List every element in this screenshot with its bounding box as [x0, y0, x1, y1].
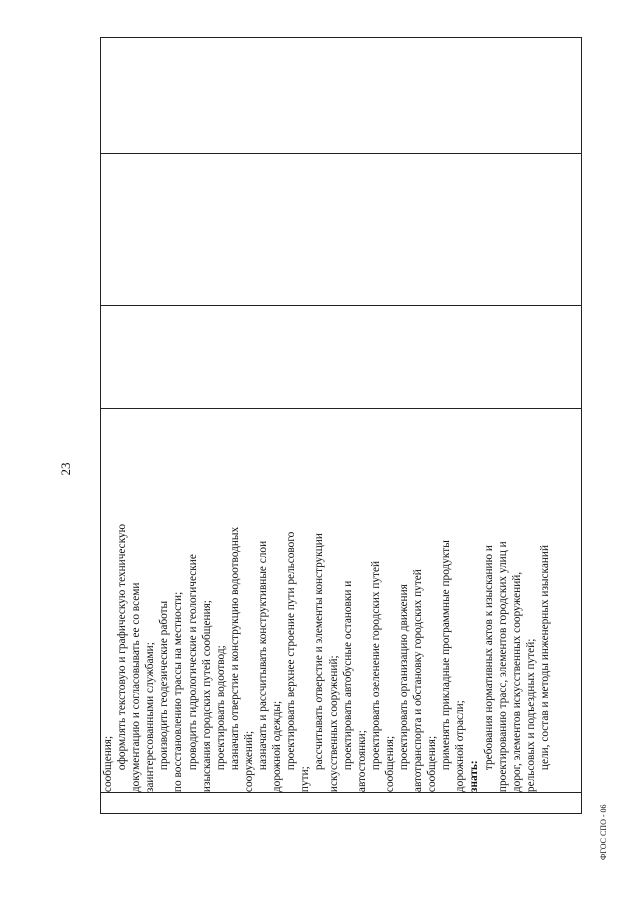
text-line: назначать отверстие и конструкцию водоотводных — [228, 526, 241, 771]
text-line: требования нормативных актов к изысканию и — [482, 545, 495, 771]
text-line: автостоянки; — [355, 730, 368, 793]
text-line: применять прикладные программные продукты — [440, 540, 453, 771]
text-line: пути; — [299, 766, 312, 793]
table-grid — [100, 37, 582, 814]
text-line: сооружений; — [242, 730, 255, 793]
text-line: по восстановлению трассы на местности; — [172, 591, 185, 793]
table-row — [101, 38, 582, 814]
text-line: оформлять текстовую и графическую техническую — [116, 523, 129, 771]
index-cell — [101, 793, 582, 814]
rotated-table-container — [100, 37, 582, 814]
requirements-table — [100, 37, 582, 814]
text-line: проектировать верхнее строение пути рельсового — [285, 531, 298, 771]
text-line: заинтересованными службами; — [144, 642, 157, 793]
text-line: автотранспорта и обстановку городских путей — [412, 569, 425, 793]
text-line: искусственных сооружений; — [327, 655, 340, 793]
text-line: рассчитывать отверстие и элементы конструкции — [313, 533, 326, 771]
text-line: проектировать организацию движения — [397, 584, 410, 771]
footer-code: ФГОС СПО - 06 — [599, 804, 608, 860]
text-line: сообщения; — [426, 735, 439, 793]
text-line: производить геодезические работы — [158, 600, 171, 771]
text-line: рельсовых и подъездных путей; — [524, 638, 537, 793]
text-line: проектированию трасс, элементов городских улиц и — [496, 541, 509, 793]
text-line: проектировать водоотвод; — [214, 645, 227, 771]
text-line: назначать и рассчитывать конструктивные слои — [257, 540, 270, 771]
page-number: 23 — [58, 462, 73, 476]
text-line: дорожной одежды; — [271, 700, 284, 793]
empty-cell — [101, 306, 582, 409]
content-cell — [101, 408, 582, 792]
empty-cell — [101, 154, 582, 306]
text-line: проектировать озеленение городских путей — [369, 560, 382, 771]
text-line: изыскания городских путей сообщения; — [200, 600, 213, 793]
text-line: цели, состав и методы инженерных изысканий — [538, 545, 551, 771]
text-line: сообщения; — [102, 735, 114, 793]
text-line: сообщения; — [383, 735, 396, 793]
text-line: проводить гидрологические и геологические — [186, 554, 199, 771]
text-line: дорог, элементов искусственных сооружений, — [510, 571, 523, 793]
text-line: знать: — [468, 760, 481, 793]
text-line: дорожной отрасли; — [454, 700, 467, 793]
empty-cell — [101, 38, 582, 154]
text-line: проектировать автобусные остановки и — [341, 580, 354, 771]
text-line: документацию и согласовывать ее со всеми — [130, 582, 143, 793]
